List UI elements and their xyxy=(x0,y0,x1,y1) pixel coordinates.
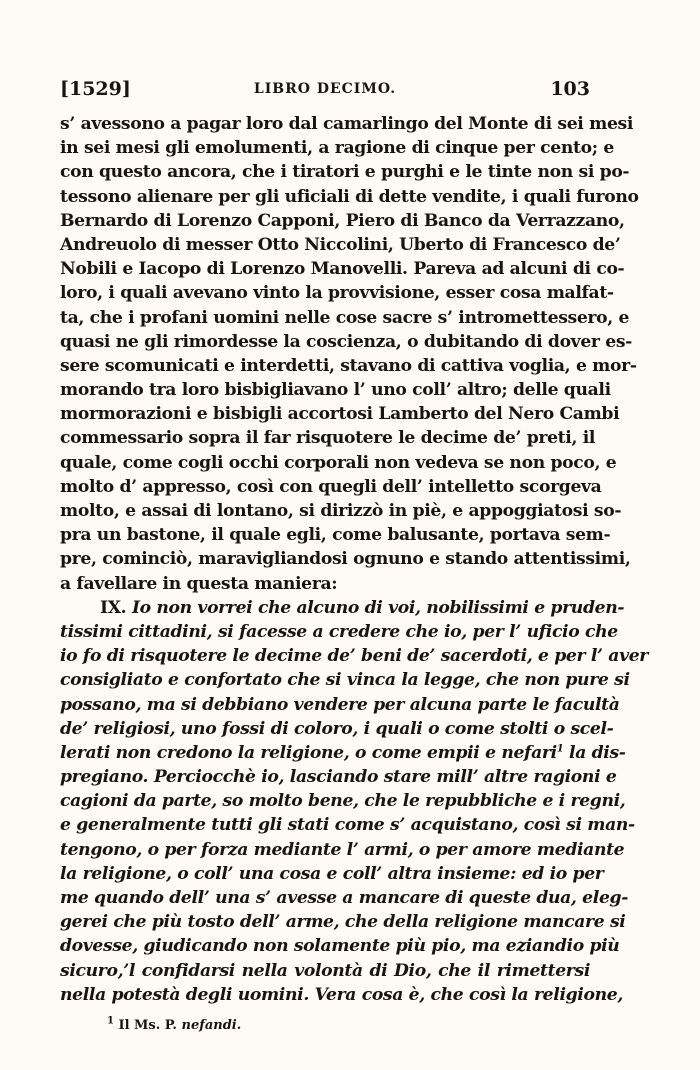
text-line xyxy=(60,547,631,571)
text-line xyxy=(60,959,590,983)
text-line-content: Io non vorrei che alcuno di voi, nobilissimi e pruden- xyxy=(131,597,625,618)
text-line-content: Nobili e Iacopo di Lorenzo Manovelli. Pareva ad alcuni di co- xyxy=(60,259,625,280)
text-line xyxy=(60,789,626,813)
text-line-content: pregiano. Perciocchè io, lasciando stare mill’ altre ragioni e xyxy=(60,767,617,788)
text-line xyxy=(60,813,635,837)
text-line-content: a favellare in questa maniera: xyxy=(60,573,338,594)
text-line-content: quasi ne gli rimordesse la coscienza, o dubitando di dover es- xyxy=(60,331,632,352)
text-line-content: pra un bastone, il quale egli, come balusante, portava sem- xyxy=(60,525,611,546)
text-line xyxy=(60,354,637,378)
text-line xyxy=(60,620,618,644)
text-line-content: e generalmente tutti gli stati come s’ acquistano, così si man- xyxy=(60,815,635,836)
text-line xyxy=(60,233,621,257)
text-line xyxy=(60,112,634,136)
text-line xyxy=(60,451,617,475)
text-line xyxy=(60,306,630,330)
text-line xyxy=(60,717,614,741)
text-line-content: la religione, o coll’ una cosa e coll’ altra insieme: ed io per xyxy=(60,863,604,884)
footnote-reference: 1 xyxy=(556,743,564,755)
text-line-content: Bernardo di Lorenzo Capponi, Piero di Banco da Verrazzano, xyxy=(60,210,625,231)
footnote-marker: 1 xyxy=(107,1015,114,1027)
text-line-content: quale, come cogli occhi corporali non vedeva se non poco, e xyxy=(60,452,617,473)
text-line-content: s’ avessono a pagar loro dal camarlingo del Monte di sei mesi xyxy=(60,114,634,134)
page-body xyxy=(60,112,648,1007)
text-line-content: tessono alienare per gli uficiali di dette vendite, i quali furono xyxy=(60,186,639,207)
text-line xyxy=(60,934,620,958)
text-line-content: tengono, o per forza mediante l’ armi, o per amore mediante xyxy=(60,839,625,860)
text-line xyxy=(60,402,620,426)
text-line-content: molto d’ appresso, così con quegli dell’ intelletto scorgeva xyxy=(60,476,602,497)
text-line-content: dovesse, giudicando non solamente più pio, ma eziandio più xyxy=(60,936,620,957)
text-line xyxy=(60,523,611,547)
text-line xyxy=(60,886,628,910)
text-line xyxy=(60,281,614,305)
text-line xyxy=(60,741,626,765)
text-line-content: in sei mesi gli emolumenti, a ragione di cinque per cento; e xyxy=(60,138,614,159)
text-line xyxy=(60,160,630,184)
text-line-content: sicuro,’l confidarsi nella volontà di Dio, che il rimettersi xyxy=(60,960,590,981)
text-line-content: possano, ma si debbiano vendere per alcuna parte le facultà xyxy=(60,694,620,715)
text-line-content: sere scomunicati e interdetti, stavano di cattiva voglia, e mor- xyxy=(60,355,637,376)
text-line xyxy=(60,838,625,862)
section-number: IX. xyxy=(100,597,127,618)
text-line-content: commessario sopra il far risquotere le decime de’ preti, il xyxy=(60,428,596,449)
text-line xyxy=(60,596,625,620)
text-line xyxy=(60,185,639,209)
footnote-label: Il Ms. P. xyxy=(118,1018,177,1033)
text-line-content: tissimi cittadini, si facesse a credere che io, per l’ uficio che xyxy=(60,621,618,642)
text-line-content: ta, che i profani uomini nelle cose sacre s’ intromettessero, e xyxy=(60,307,630,328)
text-line-content: Andreuolo di messer Otto Niccolini, Uberto di Francesco de’ xyxy=(60,234,621,255)
text-line-content: cagioni da parte, so molto bene, che le repubbliche e i regni, xyxy=(60,791,626,812)
text-line xyxy=(60,983,623,1007)
footnote-text: nefandi. xyxy=(181,1018,242,1033)
text-line xyxy=(60,426,596,450)
text-line xyxy=(60,209,625,233)
text-line xyxy=(60,330,632,354)
text-line-content: consigliato e confortato che si vinca la legge, che non pure si xyxy=(60,670,630,691)
text-line xyxy=(60,499,622,523)
text-line xyxy=(60,378,611,402)
text-line xyxy=(60,572,590,596)
text-line xyxy=(60,475,602,499)
header-year: [1529] xyxy=(60,78,131,100)
text-line xyxy=(60,668,630,692)
page-number: 103 xyxy=(550,78,590,100)
text-line-content: gerei che più tosto dell’ arme, che della religione mancare si xyxy=(60,912,626,933)
text-line-content: molto, e assai di lontano, si dirizzò in piè, e appoggiatosi so- xyxy=(60,501,622,521)
text-line-content: lerati non credono la religione, o come empii e nefari xyxy=(60,742,557,763)
text-line-tail: la dis- xyxy=(563,742,626,763)
text-line-content: con questo ancora, che i tiratori e purghi e le tinte non si po- xyxy=(60,162,630,183)
text-line xyxy=(60,136,614,160)
text-line-content: de’ religiosi, uno fossi di coloro, i quali o come stolti o scel- xyxy=(60,718,614,739)
text-line xyxy=(60,910,626,934)
text-line-content: morando tra loro bisbigliavano l’ uno coll’ altro; delle quali xyxy=(60,380,611,401)
text-line xyxy=(60,862,604,886)
text-line xyxy=(60,765,617,789)
paragraph-speech xyxy=(60,596,648,1007)
text-line-content: mormorazioni e bisbigli accortosi Lamberto del Nero Cambi xyxy=(60,404,620,425)
text-line-content: io fo di risquotere le decime de’ beni de’ sacerdoti, e per l’ aver xyxy=(60,646,648,667)
text-line-content: me quando dell’ una s’ avesse a mancare di queste dua, eleg- xyxy=(60,888,628,908)
text-line xyxy=(60,257,625,281)
text-line xyxy=(60,693,620,717)
text-line-content: nella potestà degli uomini. Vera cosa è, che così la religione, xyxy=(60,984,623,1005)
text-line-content: loro, i quali avevano vinto la provvisione, esser cosa malfat- xyxy=(60,283,614,304)
paragraph-narrative xyxy=(60,112,639,596)
footnote xyxy=(60,1015,637,1033)
running-header xyxy=(60,78,590,104)
text-line-content: pre, cominciò, maravigliandosi ognuno e stando attentissimi, xyxy=(60,549,631,570)
header-title: LIBRO DECIMO. xyxy=(253,81,397,97)
text-line xyxy=(60,644,648,668)
